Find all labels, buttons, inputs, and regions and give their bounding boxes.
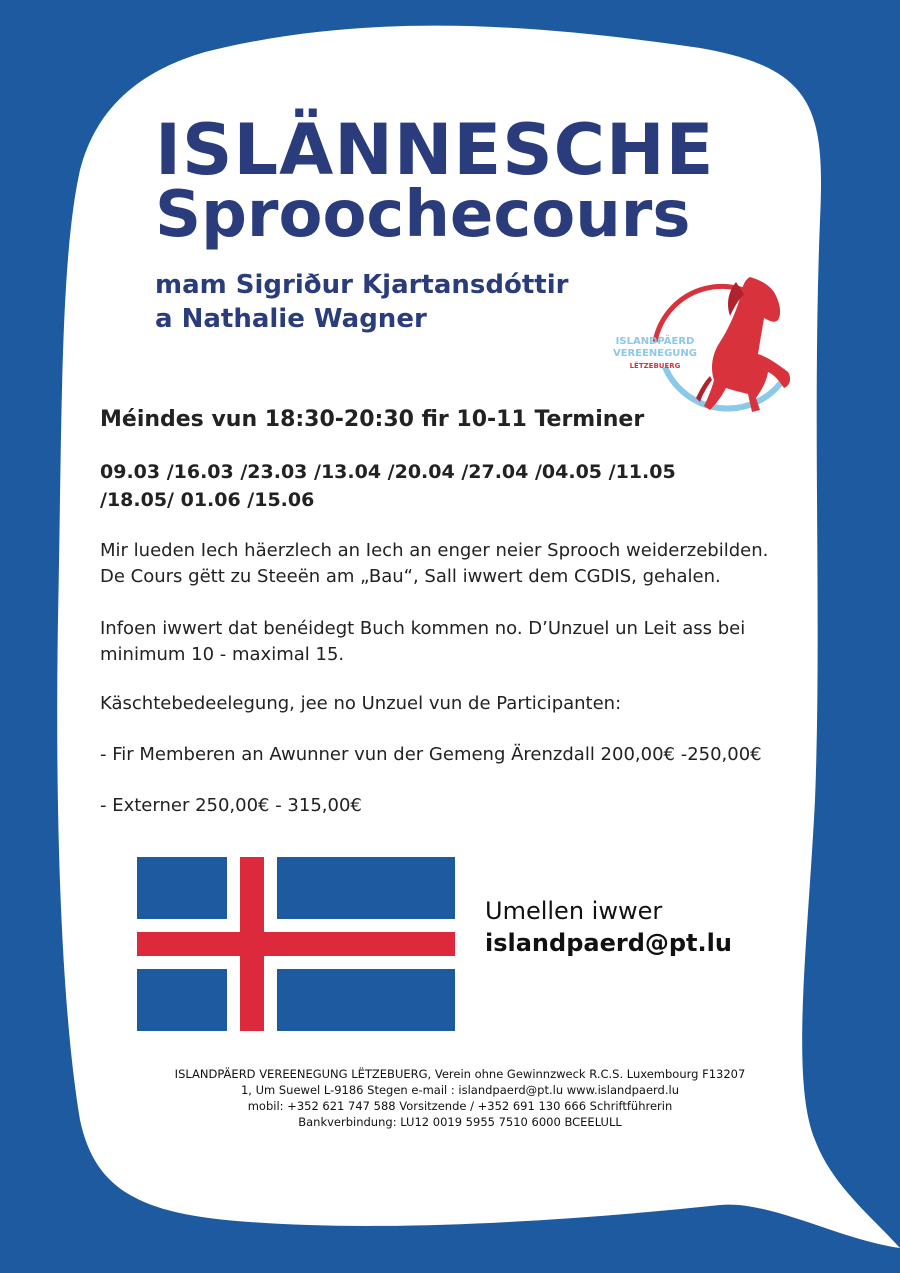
title-line2: Sproochecours xyxy=(155,178,691,252)
info-line2: minimum 10 - maximal 15. xyxy=(100,644,345,665)
contact-label: Umellen iwwer xyxy=(485,897,663,925)
invitation-line2: De Cours gëtt zu Steeën am „Bau“, Sall iwwert dem CGDIS, gehalen. xyxy=(100,566,721,587)
iceland-flag-icon xyxy=(137,857,455,1031)
schedule-heading: Méindes vun 18:30-20:30 fir 10-11 Terminer xyxy=(100,407,645,432)
logo-text-line3: LËTZEBUERG xyxy=(629,362,681,370)
cost-heading: Käschtebedeelegung, jee no Unzuel vun de Participanten: xyxy=(100,693,622,714)
footer-line3: mobil: +352 621 747 588 Vorsitzende / +352 691 130 666 Schriftführerin xyxy=(247,1099,673,1113)
invitation-paragraph xyxy=(100,538,820,590)
info-paragraph xyxy=(100,616,820,668)
logo-text-line2: VEREENEGUNG xyxy=(612,348,698,359)
subtitle-line1: mam Sigriður Kjartansdóttir xyxy=(155,270,569,300)
logo-text-line1: ISLANDPÄERD xyxy=(615,336,695,347)
registration-contact xyxy=(485,895,732,959)
course-dates xyxy=(100,458,720,514)
footer-line1: ISLANDPÄERD VEREENEGUNG LËTZEBUERG, Verein ohne Gewinnzweck R.C.S. Luxembourg F13207 xyxy=(174,1067,746,1081)
association-logo xyxy=(610,272,800,424)
cost-members: - Fir Memberen an Awunner vun der Gemeng Ärenzdall 200,00€ -250,00€ xyxy=(100,744,762,765)
subtitle-line2: a Nathalie Wagner xyxy=(155,304,427,334)
info-line1: Infoen iwwert dat benéidegt Buch kommen no. D’Unzuel un Leit ass bei xyxy=(100,618,746,639)
cost-external: - Externer 250,00€ - 315,00€ xyxy=(100,795,362,816)
invitation-line1: Mir lueden Iech häerzlech an Iech an enger neier Sprooch weiderzebilden. xyxy=(100,540,769,561)
contact-email[interactable]: islandpaerd@pt.lu xyxy=(485,929,732,957)
subtitle xyxy=(155,268,568,336)
dates-line2: /18.05/ 01.06 /15.06 xyxy=(100,489,315,511)
footer xyxy=(100,1066,820,1130)
dates-line1: 09.03 /16.03 /23.03 /13.04 /20.04 /27.04 /04.05 /11.05 xyxy=(100,461,676,483)
footer-line2: 1, Um Suewel L-9186 Stegen e-mail : islandpaerd@pt.lu www.islandpaerd.lu xyxy=(240,1083,680,1097)
title-line1: ISLÄNNESCHE xyxy=(155,109,715,191)
footer-line4: Bankverbindung: LU12 0019 5955 7510 6000 BCEELULL xyxy=(298,1115,622,1129)
